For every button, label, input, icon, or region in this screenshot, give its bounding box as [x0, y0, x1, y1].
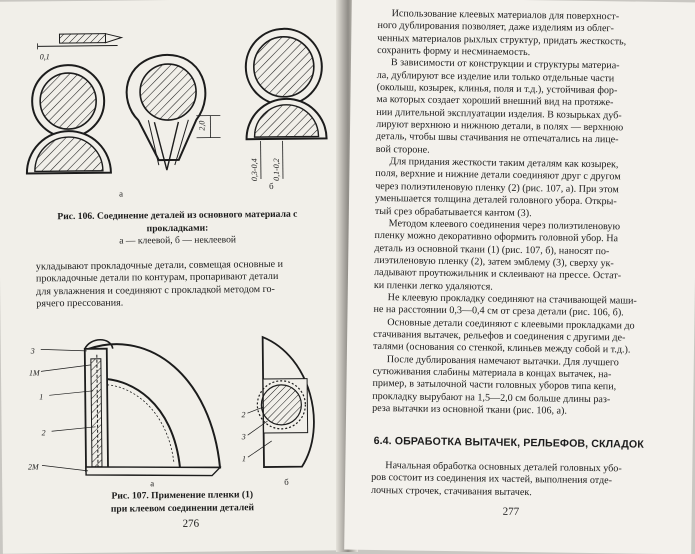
fig107-label-1m: 1М	[29, 368, 41, 377]
fig107-sub-b: б	[284, 477, 289, 487]
paragraph-line: пленку можно декоративно оформить головной убор. На	[374, 230, 674, 247]
fig106-sub-a: а	[119, 189, 123, 199]
paragraph-line: сутюживания слабины материала в концах вытачек, на-	[373, 366, 673, 383]
paragraph-line: В зависимости от конструкции и структуры материа-	[377, 57, 677, 74]
fig107b-label-2: 2	[241, 410, 245, 419]
paragraph-line: Не клеевую прокладку соединяют на стачивающей маши-	[374, 292, 674, 309]
paragraph-line: После дублирования намечают вытачки. Для лучшего	[373, 354, 673, 371]
paragraph-line: Для придания жесткости таким деталям как козырек,	[375, 156, 675, 173]
paragraph-line: талями (основания со стенкой, клиньев между собой и т.д.).	[373, 341, 673, 358]
paragraph-line: реза вытачки из основной ткани (рис. 106, а).	[372, 403, 672, 420]
paragraph-line: тый срез обрабатывается кантом (3).	[375, 205, 675, 222]
fig107-caption-line2: при клеевом соединении деталей	[111, 502, 254, 514]
label-0-3-0-4: 0,3-0,4	[250, 158, 259, 181]
paragraph-line: ки пленки легко удаляются.	[374, 280, 674, 297]
fig107-label-2m: 2М	[28, 462, 40, 471]
needle-detail	[37, 34, 121, 50]
right-page-number: 277	[503, 506, 520, 518]
left-paragraph-line: рячего прессования.	[36, 295, 324, 310]
paragraph-line: не на расстоянии 0,3—0,4 см от среза детали (рис. 106, б).	[373, 304, 673, 321]
fig106a-half-disc	[26, 131, 110, 174]
paragraph-line: через полиэтиленовую пленку (2) (рис. 107, а). При этом	[375, 181, 675, 198]
paragraph-line: лиэтиленовую пленку (2), затем эмблему (3), сверху ук-	[374, 255, 674, 272]
fig106-caption-line2: прокладками:	[147, 222, 209, 234]
left-paragraph-line: для увлажнения и соединяют с прокладкой методом го-	[36, 283, 324, 298]
fig106-caption-line3: а — клеевой, б — неклеевой	[119, 234, 236, 246]
label-2-0: 2,0	[197, 121, 206, 131]
fig107b-label-3: 3	[241, 432, 246, 441]
fig106b-half-disc	[246, 98, 326, 139]
right-page	[344, 0, 695, 554]
fig107b-quarter-panel	[257, 337, 315, 468]
fig107-label-3: 3	[30, 346, 35, 355]
left-paragraph-line: укладывают прокладочные детали, совмещая основные и	[36, 258, 324, 273]
fig106-sub-b: б	[269, 181, 274, 191]
fig107a-visor	[85, 339, 220, 477]
fig107-label-2: 2	[42, 428, 46, 437]
paragraph-line: стачивания вытачек, рельефов и соединения с другими де-	[373, 329, 673, 346]
paragraph-line: поля, верхние и нижние детали соединяют друг с другом	[375, 168, 675, 185]
paragraph-line: пример, в затылочной части головных уборов типа кепи,	[372, 378, 672, 395]
left-paragraph	[36, 258, 325, 310]
paragraph-line: ченных материалов рыхлых структур, придать жесткость,	[377, 33, 677, 50]
final-line: ров состоит из соединения их частей, выполнения отде-	[371, 472, 671, 489]
paragraph-line: Использование клеевых материалов для поверхност-	[378, 8, 678, 25]
paragraph-line: нии длительной эксплуатации изделия. В козырьках дуб-	[376, 107, 676, 124]
paragraph-line: сохранить форму и несминаемость.	[377, 45, 677, 62]
fig106-caption	[37, 208, 317, 248]
paragraph-line: уменьшается толщина деталей головного убора. Откры-	[375, 193, 675, 210]
fig106-caption-line1: Рис. 106. Соединение деталей из основного материала с	[57, 209, 297, 223]
final-line: Начальная обработка основных деталей головных убо-	[371, 460, 671, 477]
paragraph-line: вой стороне.	[376, 144, 676, 161]
final-paragraph	[371, 460, 671, 501]
label-0-1-0-2: 0,1-0,2	[272, 158, 281, 181]
fig107-sub-a: а	[150, 478, 154, 488]
final-line: лочных строчек, стачивания вытачек.	[371, 485, 671, 502]
fig107-label-1: 1	[39, 392, 43, 401]
paragraph-line: ла, дублируют все изделие или только отдельные части	[377, 70, 677, 87]
label-0-1: 0,1	[40, 52, 50, 61]
paragraph-line: Основные детали соединяют с клеевыми прокладками до	[373, 317, 673, 334]
figure-106	[0, 0, 342, 207]
paragraph-line: прокладку вырубают на 1,5—2,0 см больше длины раз-	[372, 391, 672, 408]
right-body	[372, 8, 678, 419]
paragraph-line: ладывают проутюжильник и склеивают на прессе. Остат-	[374, 267, 674, 284]
fig106a-ring-circle	[32, 65, 105, 138]
fig106a-visor	[126, 54, 206, 170]
left-page	[0, 0, 346, 554]
figure-107	[0, 316, 345, 495]
paragraph-line: деталь из основной ткани (1) (рис. 107, б), наносят по-	[374, 242, 674, 259]
left-page-number: 276	[183, 518, 200, 530]
paragraph-line: ного дублирования позволяет, даже изделиям из облег-	[377, 20, 677, 37]
fig107-caption-line1: Рис. 107. Применение пленки (1)	[111, 489, 253, 501]
paragraph-line: ма которых создает хороший внешний вид на протяже-	[376, 94, 676, 111]
paragraph-line: Методом клеевого соединения через полиэтиленовую	[375, 218, 675, 235]
section-heading: 6.4. ОБРАБОТКА ВЫТАЧЕК, РЕЛЬЕФОВ, СКЛАДОК	[374, 435, 644, 451]
fig107b-label-1: 1	[242, 454, 246, 463]
fig106b-ring-circle	[245, 28, 322, 105]
fig107-caption	[82, 489, 282, 516]
paragraph-line: (околыш, козырек, клинья, поля и т.д.), устойчивая фор-	[377, 82, 677, 99]
paragraph-line: деталь, чтобы швы стачивания не отпечатались на лице-	[376, 131, 676, 148]
paragraph-line: лируют верхнюю и нижнюю детали, в полях — верхнюю	[376, 119, 676, 136]
left-paragraph-line: прокладочные детали по контурам, пропаривают детали	[36, 271, 324, 286]
